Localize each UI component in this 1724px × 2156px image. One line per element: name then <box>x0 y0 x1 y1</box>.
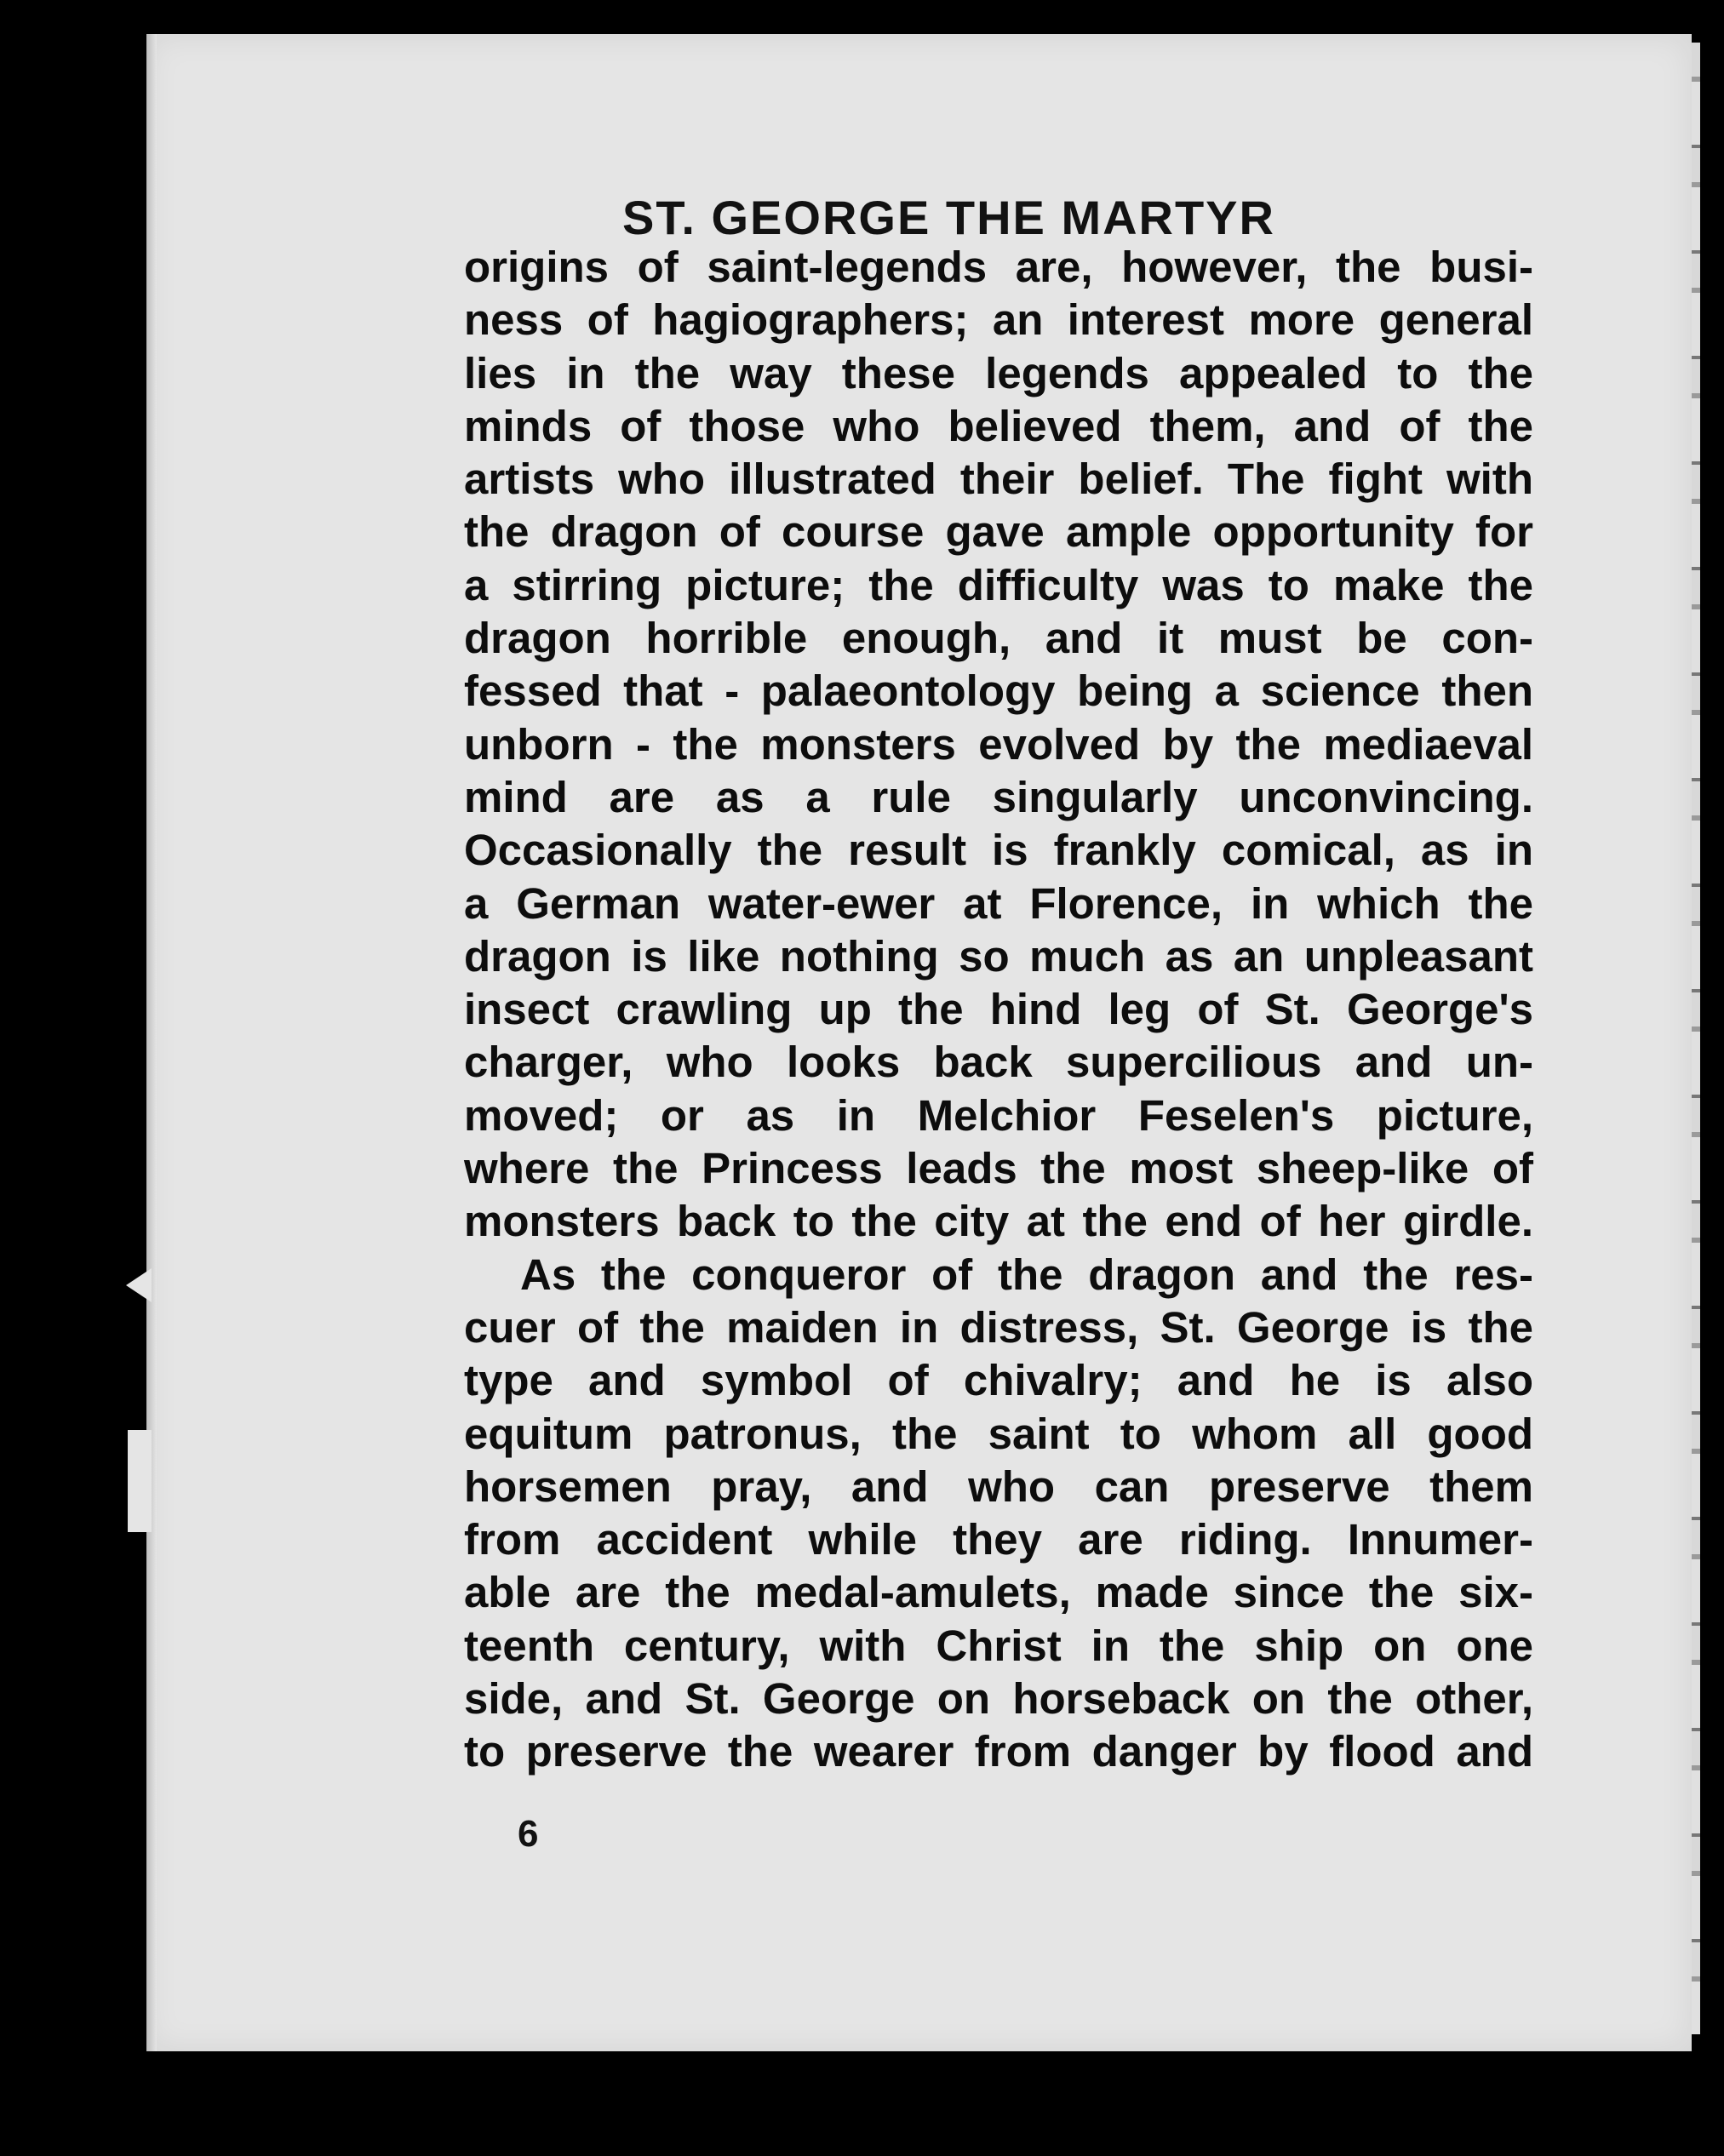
text-line: the dragon of course gave ample opportunity for <box>464 507 1533 557</box>
text-line: mind are as a rule singularly unconvincing. <box>464 772 1533 821</box>
text-line: able are the medal-amulets, made since the six- <box>464 1568 1533 1617</box>
paragraph-2 <box>464 1249 1533 1779</box>
text-line: unborn - the monsters evolved by the mediaeval <box>464 719 1533 769</box>
text-line: As the conqueror of the dragon and the res- <box>520 1250 1533 1299</box>
running-head: ST. GEORGE THE MARTYR <box>622 191 1275 244</box>
text-line: where the Princess leads the most sheep-like of <box>464 1144 1533 1193</box>
text-line: monsters back to the city at the end of her girdle. <box>464 1197 1533 1246</box>
text-line: a stirring picture; the difficulty was to make the <box>464 560 1533 609</box>
text-line: type and symbol of chivalry; and he is also <box>464 1356 1533 1405</box>
text-line: minds of those who believed them, and of the <box>464 401 1533 450</box>
page-edge-right <box>1692 43 1700 2034</box>
paragraph-1 <box>464 241 1533 1249</box>
text-line: insect crawling up the hind leg of St. George's <box>464 985 1533 1034</box>
text-line: equitum patronus, the saint to whom all good <box>464 1409 1533 1458</box>
text-line: charger, who looks back supercilious and un- <box>464 1038 1533 1087</box>
text-line: dragon horrible enough, and it must be con- <box>464 614 1533 663</box>
page-number: 6 <box>518 1813 539 1855</box>
text-line: teenth century, with Christ in the ship on one <box>464 1621 1533 1670</box>
text-line: dragon is like nothing so much as an unpleasant <box>464 931 1533 981</box>
text-line: cuer of the maiden in distress, St. George is the <box>464 1302 1533 1352</box>
text-line: moved; or as in Melchior Feselen's picture, <box>464 1090 1533 1140</box>
page-edge-tab <box>128 1430 152 1532</box>
text-line: fessed that - palaeontology being a science then <box>464 666 1533 716</box>
body-text <box>464 241 1533 1779</box>
text-line: horsemen pray, and who can preserve them <box>464 1461 1533 1511</box>
text-line: a German water-ewer at Florence, in which the <box>464 878 1533 928</box>
text-line: Occasionally the result is frankly comical, as in <box>464 826 1533 875</box>
text-line: side, and St. George on horseback on the other, <box>464 1674 1533 1724</box>
text-line: to preserve the wearer from danger by flood and <box>464 1727 1533 1776</box>
text-line: from accident while they are riding. Innumer- <box>464 1515 1533 1564</box>
text-line: lies in the way these legends appealed to the <box>464 348 1533 397</box>
text-line: origins of saint-legends are, however, the busi- <box>464 243 1533 291</box>
text-line: ness of hagiographers; an interest more general <box>464 295 1533 345</box>
text-line: artists who illustrated their belief. The fight with <box>464 455 1533 504</box>
